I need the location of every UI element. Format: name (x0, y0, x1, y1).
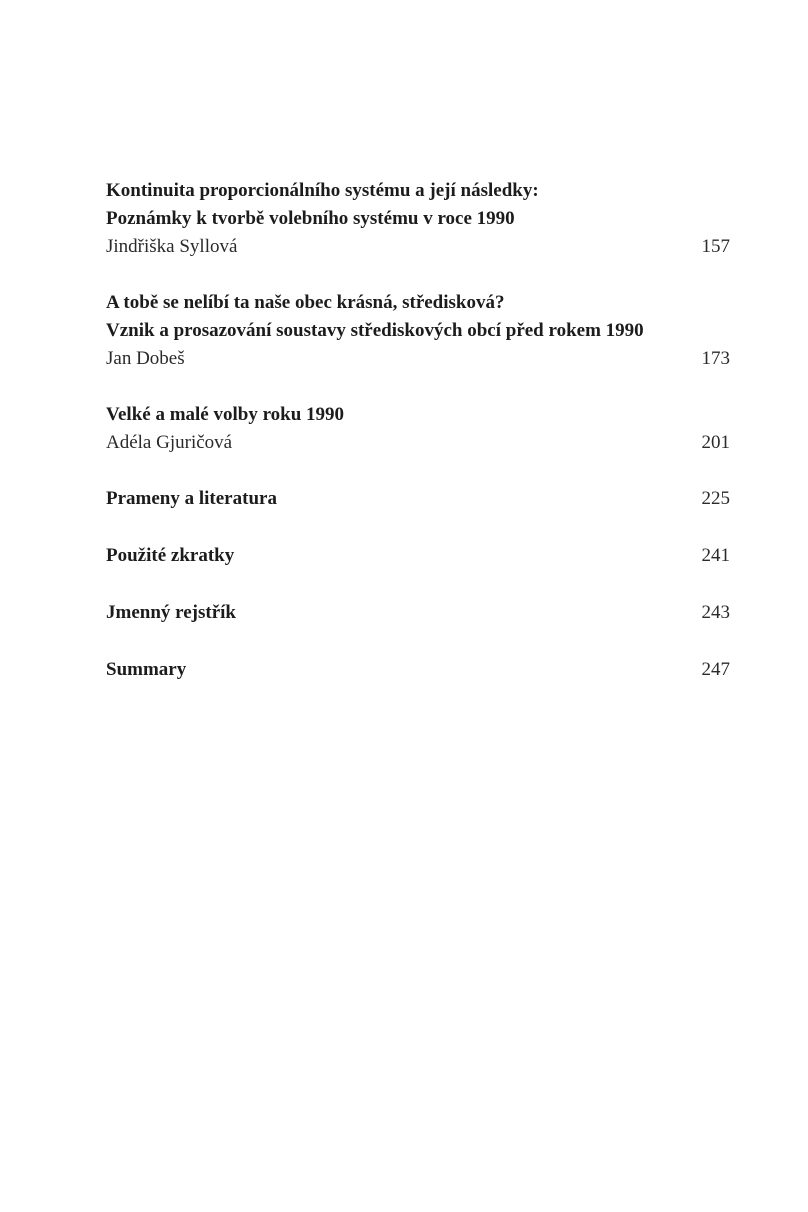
toc-entry-page-number: 173 (701, 348, 730, 369)
toc-entry-summary (106, 656, 730, 684)
toc-entry-row (106, 599, 730, 627)
toc-entry-row (106, 656, 730, 684)
toc-entry-zkratky (106, 542, 730, 570)
toc-entry-gjuricova (106, 401, 730, 457)
toc-entry-page-number: 157 (701, 236, 730, 257)
toc-entry-subtitle: Poznámky k tvorbě volebního systému v roce 1990 (106, 208, 515, 229)
toc-entry-dobes (106, 289, 730, 373)
toc-entry-title: Použité zkratky (106, 545, 235, 566)
toc-entry-subtitle: Vznik a prosazování soustavy střediskových obcí před rokem 1990 (106, 320, 644, 341)
toc-entry-title: Summary (106, 659, 187, 680)
toc-author-row (106, 345, 730, 373)
toc-entry-title: Prameny a literatura (106, 488, 277, 509)
toc-entry-syllova (106, 177, 730, 261)
toc-entry-rejstrik (106, 599, 730, 627)
toc-entry-prameny (106, 485, 730, 513)
toc-entry-title: Kontinuita proporcionálního systému a její následky: (106, 180, 539, 201)
table-of-contents (106, 177, 730, 713)
toc-author-row (106, 429, 730, 457)
toc-entry-author: Jan Dobeš (106, 348, 185, 369)
toc-entry-row (106, 542, 730, 570)
toc-entry-page-number: 243 (701, 602, 730, 623)
toc-entry-title: A tobě se nelíbí ta naše obec krásná, středisková? (106, 292, 505, 313)
toc-entry-title: Velké a malé volby roku 1990 (106, 404, 345, 425)
toc-entry-page-number: 225 (701, 488, 730, 509)
toc-entry-author: Jindřiška Syllová (106, 236, 238, 257)
toc-entry-title: Jmenný rejstřík (106, 602, 236, 623)
toc-author-row (106, 233, 730, 261)
toc-entry-page-number: 247 (701, 659, 730, 680)
toc-entry-row (106, 485, 730, 513)
toc-entry-page-number: 201 (701, 432, 730, 453)
toc-entry-author: Adéla Gjuričová (106, 432, 233, 453)
toc-entry-page-number: 241 (701, 545, 730, 566)
